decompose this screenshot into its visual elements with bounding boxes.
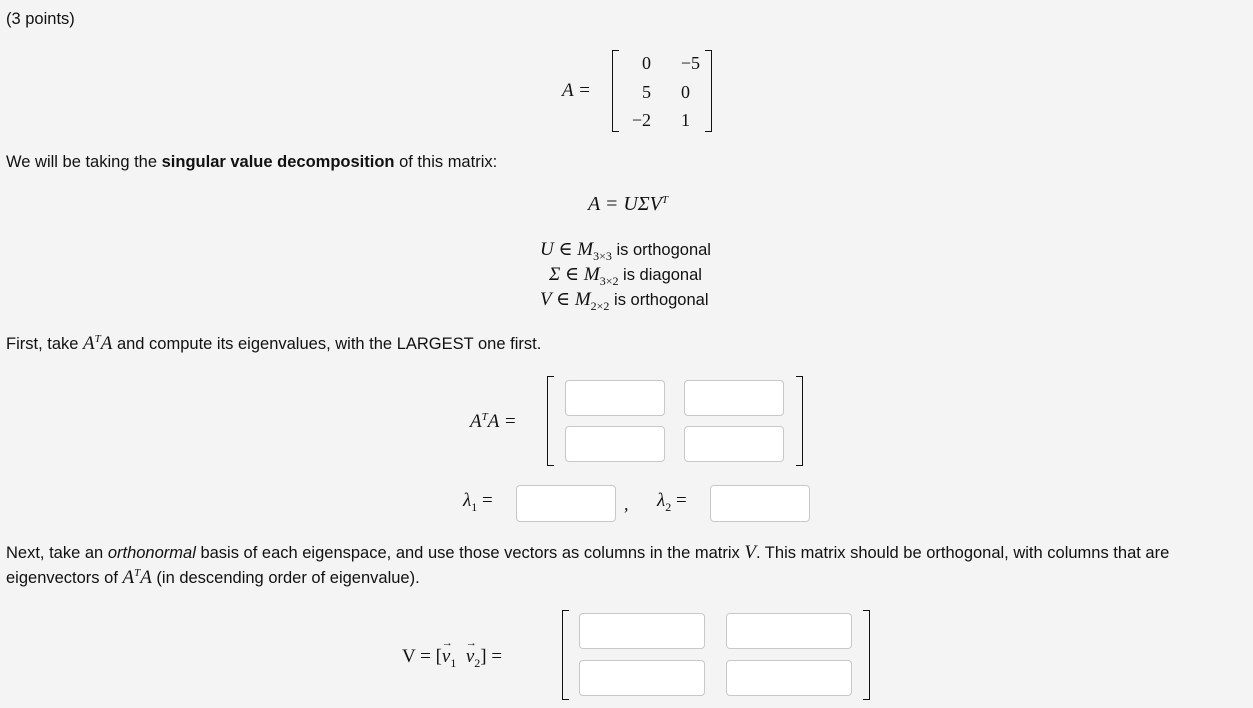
step1-symbol2: A (100, 333, 113, 354)
v-input-2-2[interactable] (726, 660, 852, 696)
condition-text: is orthogonal (611, 241, 711, 259)
matrix-a-label: A = (562, 80, 591, 101)
v2-sub: 2 (474, 656, 481, 670)
step1-paragraph (6, 333, 541, 355)
v1-symbol: → v (442, 646, 450, 668)
v-input-1-2[interactable] (726, 613, 852, 649)
ata-symbol: A (470, 411, 482, 432)
step1-symbol: A (83, 333, 95, 354)
lambda2-label (657, 490, 687, 515)
intro-pre: We will be taking the (6, 153, 162, 171)
condition-text: is orthogonal (609, 291, 709, 309)
svd-equation-text: A = UΣV (588, 193, 662, 215)
step2-line2-pre: eigenvectors of (6, 569, 123, 587)
lambda1-label (463, 490, 493, 515)
v-input-1-1[interactable] (579, 613, 705, 649)
right-bracket (796, 376, 803, 466)
matrix-a-cell: 5 (642, 82, 651, 102)
step2-mid: basis of each eigenspace, and use those vectors as columns in the matrix (195, 544, 745, 562)
lambda1-sub: 1 (471, 500, 478, 514)
ata-input-1-2[interactable] (684, 380, 784, 416)
right-bracket (863, 610, 870, 700)
v-input-2-1[interactable] (579, 660, 705, 696)
condition-subscript: 3×2 (599, 274, 619, 288)
lambda1-symbol: λ (463, 490, 472, 511)
v1-sub: 1 (450, 656, 457, 670)
ata-input-2-2[interactable] (684, 426, 784, 462)
step1-pre: First, take (6, 335, 84, 353)
left-bracket (562, 610, 569, 700)
condition-subscript: 2×2 (590, 299, 610, 313)
v-label-post: ] = (480, 646, 503, 667)
condition-sigma (549, 263, 702, 289)
condition-symbol: V ∈ M (540, 289, 591, 310)
step2-pre: Next, take an (6, 544, 108, 562)
condition-symbol: Σ ∈ M (549, 264, 600, 285)
v-matrix (562, 610, 870, 700)
left-bracket (612, 50, 619, 132)
lambda2-eq: = (675, 490, 687, 511)
right-bracket (705, 50, 712, 132)
matrix-a-cell: −5 (680, 53, 700, 73)
step1-post: and compute its eigenvalues, with the LARGEST one first. (112, 335, 542, 353)
step2-symbol: V (744, 542, 756, 563)
ata-input-2-1[interactable] (565, 426, 665, 462)
step1-sup: T (94, 333, 101, 345)
matrix-a-cell: 0 (642, 53, 651, 73)
lambda1-input[interactable] (516, 485, 616, 522)
intro-paragraph (6, 153, 497, 172)
intro-post: of this matrix: (394, 153, 498, 171)
condition-text: is diagonal (618, 266, 702, 284)
condition-v (540, 288, 709, 314)
condition-subscript: 3×3 (593, 249, 612, 263)
v-label-pre: V = [ (402, 646, 442, 667)
step2-line2-symbol2: A (140, 567, 152, 588)
v-matrix-label (402, 646, 502, 671)
ata-input-1-1[interactable] (565, 380, 665, 416)
svd-equation-sup: T (661, 194, 669, 206)
ata-label (470, 411, 517, 433)
eigen-comma: , (624, 494, 629, 514)
condition-u (540, 238, 711, 264)
condition-symbol: U ∈ M (540, 239, 594, 260)
step2-line1 (6, 542, 1169, 564)
lambda2-input[interactable] (710, 485, 810, 522)
step2-line2-post: (in descending order of eigenvalue). (151, 569, 420, 587)
matrix-a-cell: −2 (631, 110, 651, 130)
step2-line2-symbol: A (122, 567, 135, 588)
ata-symbol2: A = (487, 411, 517, 432)
matrix-a-cell: 1 (681, 110, 690, 130)
ata-sup: T (481, 411, 488, 423)
v2-symbol: → v (466, 646, 474, 668)
ata-matrix (547, 376, 803, 466)
lambda2-symbol: λ (657, 490, 666, 511)
intro-bold: singular value decomposition (161, 153, 395, 171)
matrix-a-cell: 0 (681, 82, 690, 102)
lambda1-eq: = (481, 490, 493, 511)
svd-equation (588, 193, 668, 216)
left-bracket (547, 376, 554, 466)
step2-post: . This matrix should be orthogonal, with columns that are (755, 544, 1170, 562)
step2-line2 (6, 567, 420, 589)
matrix-a (612, 50, 712, 132)
points-label: (3 points) (6, 10, 75, 28)
lambda2-sub: 2 (665, 500, 672, 514)
step2-italic: orthonormal (107, 544, 196, 562)
step2-line2-sup: T (134, 567, 141, 579)
